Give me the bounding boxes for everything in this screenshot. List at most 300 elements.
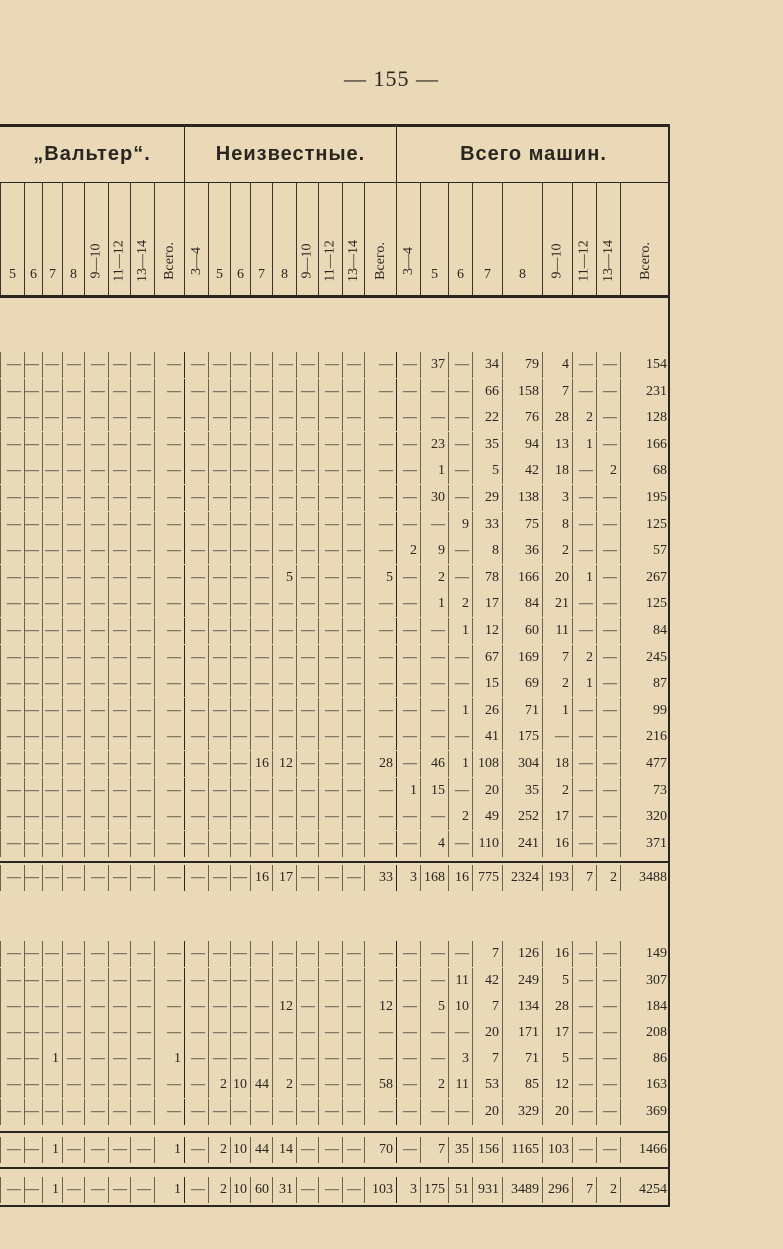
column-header-label: Всего. [372, 242, 388, 280]
table-cell: 20 [542, 1099, 572, 1125]
table-row [0, 968, 670, 994]
table-cell: — [318, 751, 342, 777]
table-cell: 41 [472, 724, 502, 750]
column-header-label: 11—12 [576, 240, 592, 282]
column-header-total-7 [596, 183, 620, 295]
table-cell: — [318, 865, 342, 891]
table-cell: 37 [420, 352, 448, 378]
table-cell: — [130, 968, 154, 994]
table-cell: — [230, 751, 250, 777]
table-cell: — [154, 352, 184, 378]
table-cell: — [364, 698, 396, 724]
table-cell: — [230, 778, 250, 804]
table-cell: — [154, 432, 184, 458]
table-cell: — [230, 698, 250, 724]
table-cell: — [130, 1177, 154, 1203]
table-cell: 60 [250, 1177, 272, 1203]
table-cell: — [108, 831, 130, 857]
table-cell: — [396, 1020, 420, 1046]
table-cell: 304 [502, 751, 542, 777]
table-cell: — [24, 671, 42, 697]
table-cell: — [296, 865, 318, 891]
table-row [0, 1072, 670, 1098]
table-cell: — [154, 865, 184, 891]
table-cell: — [250, 724, 272, 750]
table-cell: — [184, 405, 208, 431]
table-cell: — [296, 941, 318, 967]
table-cell: — [272, 778, 296, 804]
table-cell: — [318, 671, 342, 697]
table-cell: 241 [502, 831, 542, 857]
table-cell: — [420, 804, 448, 830]
table-cell: 35 [448, 1137, 472, 1163]
table-cell: — [596, 352, 620, 378]
table-cell: — [154, 671, 184, 697]
table-cell: — [572, 1020, 596, 1046]
table-cell: — [24, 352, 42, 378]
table-cell: — [0, 1177, 24, 1203]
table-cell: 166 [502, 565, 542, 591]
table-cell: 58 [364, 1072, 396, 1098]
table-cell: — [342, 865, 364, 891]
table-cell: 33 [472, 512, 502, 538]
table-cell: 1 [420, 591, 448, 617]
table-cell: — [130, 379, 154, 405]
table-cell: — [396, 618, 420, 644]
table-cell: — [108, 538, 130, 564]
table-cell: 66 [472, 379, 502, 405]
table-cell: — [420, 512, 448, 538]
table-row [0, 538, 670, 564]
table-cell: — [572, 591, 596, 617]
table-cell: 1 [542, 698, 572, 724]
table-cell: — [572, 538, 596, 564]
table-cell: 78 [472, 565, 502, 591]
table-cell: — [342, 645, 364, 671]
table-cell: — [296, 565, 318, 591]
table-cell: — [108, 994, 130, 1020]
table-cell: — [250, 778, 272, 804]
table-cell: — [318, 778, 342, 804]
table-cell: — [396, 645, 420, 671]
table-cell: — [184, 1177, 208, 1203]
table-cell: — [42, 671, 62, 697]
table-cell: 249 [502, 968, 542, 994]
table-cell: — [250, 968, 272, 994]
table-cell: 31 [272, 1177, 296, 1203]
table-cell: 216 [620, 724, 670, 750]
table-cell: — [208, 458, 230, 484]
table-cell: — [296, 804, 318, 830]
table-cell: — [130, 645, 154, 671]
table-cell: 70 [364, 1137, 396, 1163]
column-header-label: 8 [281, 267, 288, 282]
table-cell: — [296, 512, 318, 538]
table-cell: — [184, 565, 208, 591]
table-cell: — [296, 645, 318, 671]
table-cell: 3 [396, 1177, 420, 1203]
table-cell: — [318, 1020, 342, 1046]
table-cell: — [84, 941, 108, 967]
table-cell: — [296, 968, 318, 994]
table-cell: — [296, 778, 318, 804]
table-cell: 5 [542, 1046, 572, 1072]
table-cell: — [396, 591, 420, 617]
table-cell: — [296, 591, 318, 617]
table-cell: 108 [472, 751, 502, 777]
table-cell: — [318, 538, 342, 564]
table-cell: 28 [542, 994, 572, 1020]
table-cell: — [420, 1046, 448, 1072]
table-cell: — [208, 724, 230, 750]
table-cell: — [318, 1177, 342, 1203]
column-header-walther-6 [130, 183, 154, 295]
table-cell: — [448, 432, 472, 458]
table-cell: — [42, 379, 62, 405]
table-cell: — [342, 724, 364, 750]
table-cell: 128 [620, 405, 670, 431]
table-cell: — [184, 1020, 208, 1046]
table-cell: — [130, 565, 154, 591]
table-cell: — [230, 538, 250, 564]
table-cell: — [42, 865, 62, 891]
table-cell: 94 [502, 432, 542, 458]
table-cell: — [154, 379, 184, 405]
table-cell: — [108, 379, 130, 405]
table-row [0, 645, 670, 671]
table-cell: — [24, 941, 42, 967]
table-cell: — [0, 405, 24, 431]
table-cell: — [84, 724, 108, 750]
table-row [0, 591, 670, 617]
table-cell: 11 [448, 1072, 472, 1098]
page-number: — 155 — [344, 66, 439, 91]
table-cell: — [342, 538, 364, 564]
column-header-label: 13—14 [600, 240, 616, 282]
table-cell: — [296, 1072, 318, 1098]
table-cell: — [84, 1177, 108, 1203]
table-cell: — [184, 698, 208, 724]
table-cell: — [130, 751, 154, 777]
table-cell: — [420, 645, 448, 671]
table-cell: — [364, 831, 396, 857]
table-cell: — [572, 458, 596, 484]
table-cell: 2 [208, 1072, 230, 1098]
table-cell: — [184, 645, 208, 671]
table-cell: — [108, 512, 130, 538]
table-cell: — [364, 968, 396, 994]
table-cell: — [596, 941, 620, 967]
table-cell: 20 [542, 565, 572, 591]
table-cell: — [208, 941, 230, 967]
table-cell: — [42, 1020, 62, 1046]
table-cell: 10 [230, 1177, 250, 1203]
table-cell: — [42, 565, 62, 591]
table-cell: — [318, 618, 342, 644]
table-cell: — [0, 352, 24, 378]
table-row [0, 565, 670, 591]
table-cell: — [208, 994, 230, 1020]
table-cell: 1 [42, 1137, 62, 1163]
table-cell: 36 [502, 538, 542, 564]
column-header-label: 5 [9, 267, 16, 282]
table-cell: — [108, 778, 130, 804]
table-cell: — [208, 485, 230, 511]
table-cell: 3 [448, 1046, 472, 1072]
table-cell: — [364, 512, 396, 538]
table-cell: — [364, 485, 396, 511]
table-cell: 1165 [502, 1137, 542, 1163]
table-cell: — [250, 485, 272, 511]
table-cell: 1 [396, 778, 420, 804]
table-cell: 125 [620, 591, 670, 617]
column-header-label: 9—10 [549, 243, 565, 279]
column-header-total-1 [420, 183, 448, 295]
table-cell: — [396, 968, 420, 994]
table-cell: — [130, 994, 154, 1020]
table-cell: — [342, 1137, 364, 1163]
table-cell: 125 [620, 512, 670, 538]
table-row [0, 778, 670, 804]
table-cell: — [84, 865, 108, 891]
table-cell: — [318, 565, 342, 591]
table-cell: — [208, 591, 230, 617]
table-cell: — [84, 1046, 108, 1072]
column-header-unknown-7 [342, 183, 364, 295]
table-cell: — [250, 352, 272, 378]
table-cell: — [208, 512, 230, 538]
table-cell: — [84, 698, 108, 724]
table-cell: — [184, 1046, 208, 1072]
table-cell: — [342, 831, 364, 857]
table-cell: — [364, 405, 396, 431]
table-cell: — [448, 645, 472, 671]
table-cell: — [596, 831, 620, 857]
table-cell: — [230, 968, 250, 994]
table-cell: — [42, 698, 62, 724]
table-cell: — [108, 804, 130, 830]
table-cell: — [108, 698, 130, 724]
table-row [0, 941, 670, 967]
table-cell: — [272, 1046, 296, 1072]
table-cell: — [420, 618, 448, 644]
table-cell: — [596, 618, 620, 644]
table-cell: — [342, 1020, 364, 1046]
table-cell: — [250, 1046, 272, 1072]
table-cell: — [130, 778, 154, 804]
table-cell: — [420, 671, 448, 697]
table-cell: 156 [472, 1137, 502, 1163]
table-cell: — [108, 1137, 130, 1163]
section-divider [0, 1131, 670, 1133]
table-cell: — [62, 645, 84, 671]
table-cell: — [272, 671, 296, 697]
table-cell: 4 [420, 831, 448, 857]
table-cell: — [230, 432, 250, 458]
table-cell: — [296, 1020, 318, 1046]
table-cell: — [62, 804, 84, 830]
table-cell: 53 [472, 1072, 502, 1098]
table-cell: — [396, 432, 420, 458]
table-cell: — [84, 671, 108, 697]
table-cell: 1 [572, 671, 596, 697]
table-cell: — [84, 778, 108, 804]
table-cell: — [108, 968, 130, 994]
table-cell: — [342, 994, 364, 1020]
table-cell: 87 [620, 671, 670, 697]
table-cell: — [296, 1046, 318, 1072]
table-cell: — [84, 405, 108, 431]
table-cell: 73 [620, 778, 670, 804]
table-cell: — [572, 831, 596, 857]
table-cell: — [250, 458, 272, 484]
table-cell: — [24, 831, 42, 857]
table-cell: 149 [620, 941, 670, 967]
table-cell: — [42, 968, 62, 994]
table-cell: — [342, 618, 364, 644]
table-cell: — [208, 778, 230, 804]
table-cell: — [296, 379, 318, 405]
table-cell: — [184, 432, 208, 458]
table-cell: — [0, 458, 24, 484]
table-cell: 3488 [620, 865, 670, 891]
table-cell: — [250, 994, 272, 1020]
table-cell: — [396, 751, 420, 777]
table-cell: 44 [250, 1137, 272, 1163]
table-cell: 76 [502, 405, 542, 431]
table-cell: — [596, 485, 620, 511]
table-cell: — [0, 941, 24, 967]
table-cell: — [318, 698, 342, 724]
table-cell: 12 [272, 751, 296, 777]
table-cell: — [596, 1099, 620, 1125]
table-cell: — [250, 941, 272, 967]
table-cell: — [596, 379, 620, 405]
table-cell: — [420, 724, 448, 750]
table-cell: — [24, 432, 42, 458]
table-cell: 1 [42, 1177, 62, 1203]
table-cell: — [364, 538, 396, 564]
table-cell: — [230, 831, 250, 857]
table-cell: — [84, 432, 108, 458]
table-cell: — [108, 405, 130, 431]
table-cell: — [318, 831, 342, 857]
table-cell: — [272, 698, 296, 724]
table-cell: — [318, 1046, 342, 1072]
table-cell: — [318, 512, 342, 538]
table-cell: — [342, 565, 364, 591]
table-cell: — [108, 432, 130, 458]
table-cell: — [396, 405, 420, 431]
table-cell: — [62, 724, 84, 750]
table-cell: 28 [542, 405, 572, 431]
table-cell: 1 [448, 698, 472, 724]
table-cell: — [24, 698, 42, 724]
table-cell: 369 [620, 1099, 670, 1125]
table-cell: 7 [542, 645, 572, 671]
table-cell: 57 [620, 538, 670, 564]
table-cell: — [230, 1020, 250, 1046]
table-cell: 1 [448, 751, 472, 777]
table-cell: — [24, 512, 42, 538]
table-cell: — [396, 1137, 420, 1163]
table-cell: — [296, 751, 318, 777]
table-cell: 3 [542, 485, 572, 511]
column-header-label: 7 [484, 267, 491, 282]
table-cell: 33 [364, 865, 396, 891]
table-cell: — [108, 1177, 130, 1203]
table-cell: — [250, 1099, 272, 1125]
table-cell: 20 [472, 1020, 502, 1046]
table-cell: — [272, 645, 296, 671]
table-cell: 7 [572, 1177, 596, 1203]
table-cell: — [62, 671, 84, 697]
table-row [0, 352, 670, 378]
table-cell: 44 [250, 1072, 272, 1098]
table-cell: 931 [472, 1177, 502, 1203]
table-cell: 1 [154, 1137, 184, 1163]
table-cell: — [396, 698, 420, 724]
table-cell: — [62, 1046, 84, 1072]
table-cell: — [230, 804, 250, 830]
table-cell: — [250, 698, 272, 724]
table-cell: — [250, 538, 272, 564]
table-cell: 71 [502, 1046, 542, 1072]
table-cell: — [364, 458, 396, 484]
table-cell: — [572, 804, 596, 830]
table-cell: — [342, 432, 364, 458]
table-cell: 12 [472, 618, 502, 644]
table-cell: — [596, 645, 620, 671]
table-cell: — [364, 352, 396, 378]
table-cell: — [272, 804, 296, 830]
table-cell: 154 [620, 352, 670, 378]
table-cell: — [272, 1020, 296, 1046]
table-cell: — [342, 671, 364, 697]
table-cell: — [420, 968, 448, 994]
table-cell: — [230, 994, 250, 1020]
table-cell: — [184, 968, 208, 994]
column-header-total-0 [396, 183, 420, 295]
column-header-label: 11—12 [322, 240, 338, 282]
table-cell: — [84, 1137, 108, 1163]
table-cell: 28 [364, 751, 396, 777]
table-cell: 15 [472, 671, 502, 697]
column-header-unknown-2 [230, 183, 250, 295]
table-cell: — [296, 1177, 318, 1203]
table-cell: — [364, 671, 396, 697]
table-cell: — [396, 804, 420, 830]
table-cell: — [272, 432, 296, 458]
column-header-label: 8 [70, 267, 77, 282]
table-cell: — [448, 405, 472, 431]
table-cell: — [318, 432, 342, 458]
table-cell: — [0, 804, 24, 830]
table-cell: 2 [420, 565, 448, 591]
table-cell: — [230, 405, 250, 431]
table-cell: 2 [572, 405, 596, 431]
table-cell: 166 [620, 432, 670, 458]
table-cell: — [296, 352, 318, 378]
table-cell: — [62, 1177, 84, 1203]
table-row [0, 432, 670, 458]
section2-total-row [0, 1137, 670, 1163]
table-cell: — [364, 724, 396, 750]
table-cell: — [108, 458, 130, 484]
table-cell: — [130, 458, 154, 484]
table-cell: 46 [420, 751, 448, 777]
table-cell: — [572, 698, 596, 724]
